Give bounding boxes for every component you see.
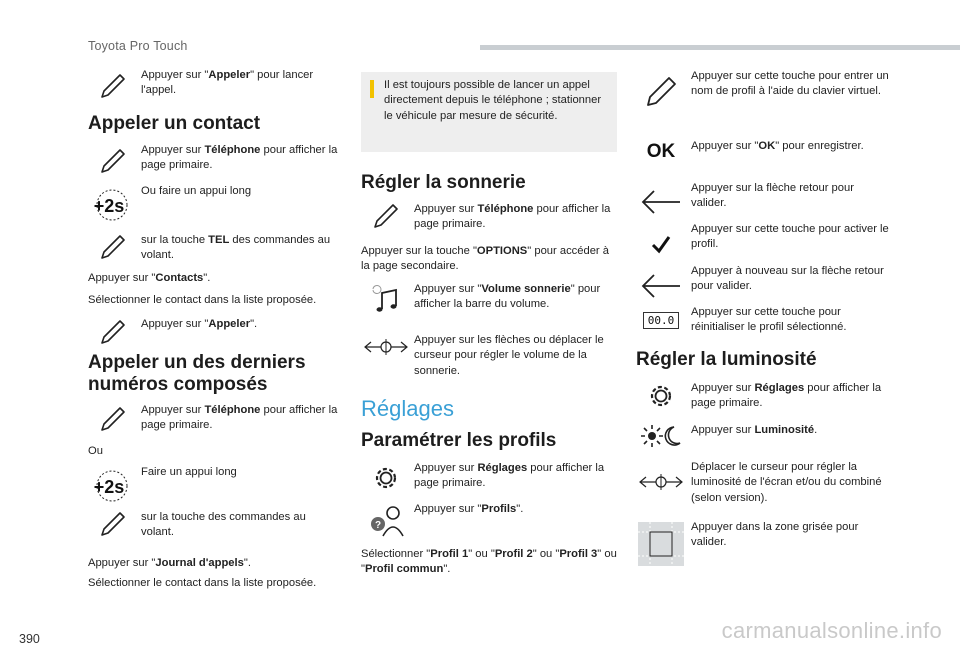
step-luminosite: Appuyer sur Luminosité. [691,424,818,436]
para-select-contact-2: Sélectionner le contact dans la liste proposée. [88,577,317,589]
step-back-validate: Appuyer sur la flèche retour pour valider. [691,182,854,210]
pencil-icon [361,196,411,236]
ok-icon [636,132,686,172]
heading-parametrer-profils: Paramétrer les profils [361,430,557,451]
svg-text:+2s: +2s [93,196,125,216]
step-volume-slider: Appuyer sur les flèches ou déplacer le curseur pour régler le volume de la sonnerie. [414,334,604,377]
section-title-reglages: Réglages [361,396,454,421]
gear-icon [636,376,686,416]
long-press-2s-icon [84,185,134,225]
para-journal: Appuyer sur "Journal d'appels". [88,557,251,569]
check-icon [636,224,686,264]
back-arrow-icon [636,182,686,222]
ok-label: OK [646,141,676,162]
para-options: Appuyer sur la touche "OPTIONS" pour accéder à la page secondaire. [361,245,609,273]
pencil-icon [88,141,138,181]
pencil-icon [88,504,138,544]
para-contacts: Appuyer sur "Contacts". [88,272,211,284]
slider-arrows-icon [636,462,686,502]
counter-reset-icon [636,300,686,340]
heading-derniers-numeros: Appeler un des derniers numéros composés [88,352,306,395]
step-long-press: Ou faire un appui long [141,185,252,197]
step-back-again: Appuyer à nouveau sur la flèche retour pour valider. [691,265,884,293]
step-profils: Appuyer sur "Profils". [414,503,524,515]
step-ok: Appuyer sur "OK" pour enregistrer. [691,140,864,152]
counter-label: 00.0 [643,312,680,329]
svg-text:?: ? [374,520,382,531]
step-volume-sonnerie: Appuyer sur "Volume sonnerie" pour afficher la barre du volume. [414,283,601,311]
header-bar [480,45,960,50]
music-note-icon [361,280,411,320]
step-call: Appuyer sur "Appeler" pour lancer l'appel. [141,69,314,97]
grid-zone-icon [636,522,686,566]
header-title: Toyota Pro Touch [88,39,188,53]
info-bar [370,80,374,98]
step-tel-key: sur la touche TEL des commandes au volant. [141,234,331,262]
step-activate-profile: Appuyer sur cette touche pour activer le profil. [691,223,889,251]
info-box [361,72,617,152]
step-telephone-3: Appuyer sur Téléphone pour afficher la page primaire. [414,203,611,231]
pencil-icon [88,66,138,106]
pencil-icon [636,72,686,112]
gear-icon [361,458,411,498]
step-reglages-2: Appuyer sur Réglages pour afficher la page primaire. [691,382,882,410]
step-grey-zone: Appuyer dans la zone grisée pour valider. [691,521,859,549]
watermark: carmanualsonline.info [721,618,942,643]
page-number: 390 [19,632,40,646]
step-telephone: Appuyer sur Téléphone pour afficher la page primaire. [141,144,338,172]
step-reset-profile: Appuyer sur cette touche pour réinitialiser le profil sélectionné. [691,306,847,334]
heading-regler-sonnerie: Régler la sonnerie [361,172,526,193]
step-steering-key: sur la touche des commandes au volant. [141,511,306,539]
step-telephone-2: Appuyer sur Téléphone pour afficher la page primaire. [141,404,338,432]
step-appeler: Appuyer sur "Appeler". [141,318,258,330]
para-ou: Ou [88,445,103,457]
brightness-icon [636,416,686,456]
para-select-contact: Sélectionner le contact dans la liste proposée. [88,294,317,306]
profile-question-icon [361,500,411,540]
heading-regler-luminosite: Régler la luminosité [636,349,817,370]
para-select-profil: Sélectionner "Profil 1" ou "Profil 2" ou "Profil 3" ou "Profil commun". [361,548,617,576]
pencil-icon [88,399,138,439]
info-text: Il est toujours possible de lancer un appel directement depuis le téléphone ; stationner le véhicule par mesure de sécurité. [384,79,602,122]
step-long-press-2: Faire un appui long [141,466,237,478]
pencil-icon [88,227,138,267]
step-profile-name: Appuyer sur cette touche pour entrer un nom de profil à l'aide du clavier virtuel. [691,70,889,98]
pencil-icon [88,312,138,352]
slider-arrows-icon [361,327,411,367]
heading-appeler-contact: Appeler un contact [88,113,261,134]
svg-text:+2s: +2s [93,477,125,497]
long-press-2s-icon [84,466,134,506]
step-reglages: Appuyer sur Réglages pour afficher la page primaire. [414,462,605,490]
step-brightness-slider: Déplacer le curseur pour régler la luminosité de l'écran et/ou du combiné (selon version). [691,461,882,504]
